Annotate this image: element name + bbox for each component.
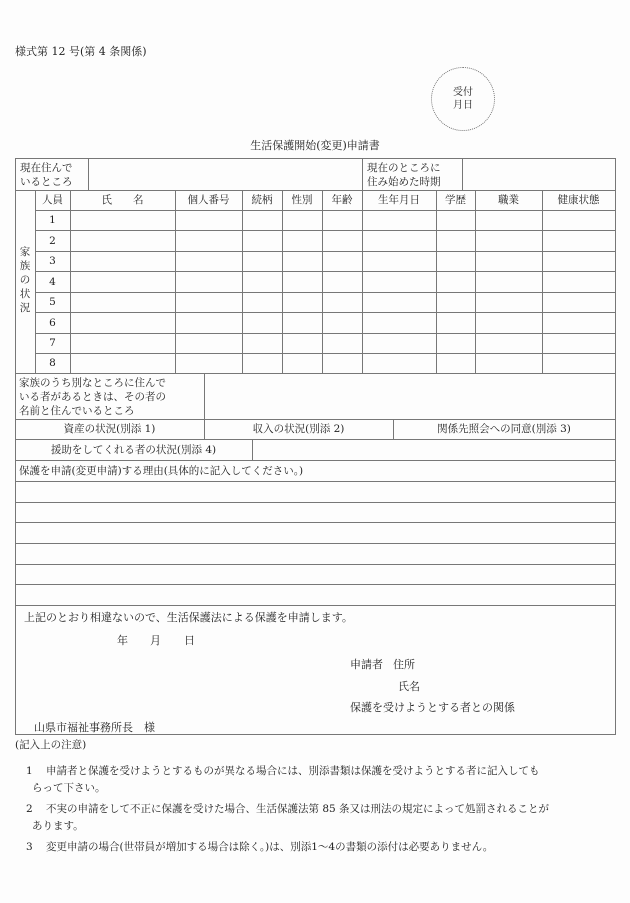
family-row-number: 7 [49,337,56,349]
divider [282,190,283,373]
notes-heading: (記入上の注意) [15,739,87,751]
note-number: 1 [26,765,33,777]
date-month-label: 月 [150,634,161,647]
separate-residence-field[interactable] [205,374,615,419]
current-address-label [20,159,88,190]
divider [542,190,543,373]
income-status: 収入の状況(別添 2) [252,423,345,435]
assets-status: 資産の状況(別添 1) [63,423,156,435]
separate-residence-line3: 名前と住んでいるところ [19,404,135,417]
note-text: 申請者と保護を受けようとするものが異なる場合には、別添書類は保護を受けようとする者に記入しても [46,765,540,777]
date-year-label: 年 [117,634,128,647]
form-title: 生活保護開始(変更)申請書 [250,139,380,152]
col-header-relationship: 続柄 [251,194,273,206]
family-status-char: 家 [19,246,31,258]
col-header-name: 氏 名 [101,194,144,206]
form-number: 様式第 12 号(第 4 条関係) [15,45,147,58]
family-status-char: 状 [19,288,31,300]
relation-label: 保護を受けようとする者との関係 [350,701,515,714]
family-row-number: 4 [49,275,56,288]
col-header-sex: 性別 [291,194,313,206]
applicant-label: 申請者 [350,658,383,671]
divider [15,605,616,606]
current-address-label-line2: いるところ [20,175,73,188]
date-day-label: 日 [184,634,195,647]
note-number: 2 [26,803,33,815]
divider [322,190,323,373]
current-address-field[interactable] [89,159,362,190]
reason-field[interactable] [16,482,615,604]
applicant-name-label: 氏名 [398,680,420,693]
inquiry-consent: 関係先照会への同意(別添 3) [437,423,571,435]
divider [175,190,176,373]
family-row-number: 2 [49,234,56,247]
family-row-number: 5 [49,296,56,308]
declaration-statement: 上記のとおり相違ないので、生活保護法による保護を申請します。 [24,611,353,624]
divider [35,251,616,252]
separate-residence-label [19,374,204,419]
col-header-education: 学歴 [445,194,466,206]
divider [35,292,616,293]
applicant-address-label: 住所 [393,658,415,671]
family-status-label [15,245,35,315]
divider [35,271,616,272]
note-text-continued: あります。 [32,820,84,832]
reason-label: 保護を申請(変更申請)する理由(具体的に記入してください。) [19,464,304,477]
family-row-number: 8 [49,357,56,369]
note-text: 変更申請の場合(世帯員が増加する場合は除く。)は、別添1～4の書類の添付は必要ありません。 [46,841,494,853]
col-header-members: 人員 [42,194,63,206]
col-header-occupation: 職業 [498,194,519,206]
divider [70,190,71,373]
family-status-char: 況 [19,302,31,314]
supporter-status: 援助をしてくれる者の状況(別添 4) [50,443,217,456]
family-status-char: 族 [19,260,31,272]
divider [242,190,243,373]
separate-residence-line1: 家族のうち別なところに住んで [19,376,166,389]
divider [35,353,616,354]
divider [35,210,616,211]
note-text: 不実の申請をして不正に保護を受けた場合、生活保護法第 85 条又は刑法の規定によって処罰されることが [46,803,550,815]
note-text-continued: らって下さい。 [32,782,106,794]
divider [436,190,437,373]
table-border-right [615,158,616,735]
stamp-text-2: 月日 [453,100,473,111]
current-address-label-line1: 現在住んで [20,161,73,174]
divider [475,190,476,373]
reception-date-stamp [431,67,495,131]
stamp-text-1: 受付 [453,87,473,98]
note-number: 3 [26,841,33,853]
divider [35,312,616,313]
family-row-number: 3 [49,255,56,267]
divider [362,190,363,373]
residence-since-label [367,159,462,190]
residence-since-label-line2: 住み始めた時期 [367,175,441,188]
col-header-my-number: 個人番号 [187,194,230,206]
addressee: 山県市福祉事務所長 様 [34,721,155,734]
divider [35,230,616,231]
family-row-number: 1 [49,214,56,226]
supporter-status-field[interactable] [253,439,615,460]
divider [362,158,363,190]
family-row-number: 6 [49,316,56,329]
residence-since-field[interactable] [463,159,615,190]
col-header-health: 健康状態 [557,194,600,206]
col-header-birthdate: 生年月日 [378,194,420,206]
family-status-char: の [19,274,31,286]
col-header-age: 年齢 [331,194,353,206]
divider [35,333,616,334]
separate-residence-line2: いる者があるときは、その者の [19,390,166,403]
residence-since-label-line1: 現在のところに [367,161,441,174]
